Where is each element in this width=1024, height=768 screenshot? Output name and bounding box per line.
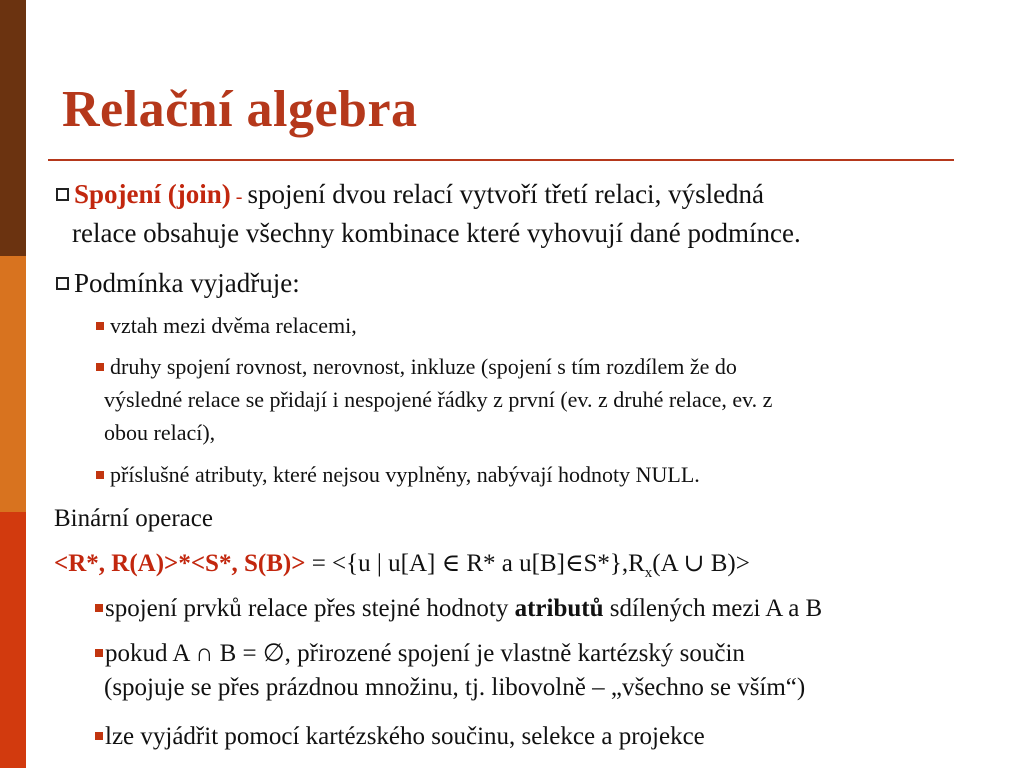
formula-tail: (A ∪ B)>: [652, 550, 750, 577]
filled-square-bullet-icon: [96, 322, 104, 330]
sub-bullet-cartesian: [104, 720, 1019, 754]
natural-line1: pokud A ∩ B = ∅, přirozené spojení je vlastně kartézský součin: [105, 640, 745, 667]
sub-bullet-join-types: [104, 350, 984, 449]
sub-bullet-text: vztah mezi dvěma relacemi,: [110, 313, 357, 338]
sub-bullet-line2: výsledné relace se přidají i nespojené řádky z první (ev. z druhé relace, ev. z: [104, 387, 773, 412]
attr-pre: spojení prvků relace přes stejné hodnoty: [105, 595, 515, 622]
formula-definition: = <{u | u[A] ∈ R* a u[B]∈S*},R: [305, 550, 645, 577]
sub-bullet-line1: druhy spojení rovnost, nerovnost, inkluze (spojení s tím rozdílem že do: [110, 354, 737, 379]
hollow-square-bullet-icon: [56, 277, 69, 290]
natural-line2: (spojuje se přes prázdnou množinu, tj. libovolně – „všechno se vším“): [104, 674, 806, 701]
sub-bullet-null: [104, 458, 984, 491]
binary-operation-line: Binární operace: [54, 505, 213, 532]
bullet-join: [74, 176, 1014, 251]
hollow-square-bullet-icon: [56, 188, 69, 201]
cartesian-text: lze vyjádřit pomocí kartézského součinu, selekce a projekce: [105, 723, 705, 750]
filled-square-bullet-icon: [95, 604, 103, 612]
join-formula: [54, 547, 1004, 590]
attr-bold: atributů: [514, 595, 604, 622]
join-text-line1: spojení dvou relací vytvoří třetí relaci, výsledná: [247, 179, 765, 209]
join-term: Spojení (join): [74, 179, 231, 209]
left-band-mid: [0, 256, 26, 512]
filled-square-bullet-icon: [96, 471, 104, 479]
filled-square-bullet-icon: [95, 732, 103, 740]
sub-bullet-line3: obou relací),: [104, 420, 216, 445]
title-rule: [48, 159, 954, 161]
bullet-condition: [74, 265, 1014, 301]
filled-square-bullet-icon: [96, 363, 104, 371]
left-band-light: [0, 512, 26, 768]
attr-post: sdílených mezi A a B: [603, 595, 823, 622]
slide-title: Relační algebra: [62, 81, 418, 138]
condition-text: Podmínka vyjadřuje:: [74, 268, 300, 298]
sub-bullet-text: příslušné atributy, které nejsou vyplněny, nabývají hodnoty NULL.: [110, 462, 700, 487]
join-text-line2: relace obsahuje všechny kombinace které vyhovují dané podmínce.: [72, 218, 801, 248]
sub-bullet-attributes: [104, 592, 1019, 626]
formula-lhs: <R*, R(A)>: [54, 550, 179, 577]
sub-bullet-relation: [104, 309, 984, 342]
formula-join-symbol: *: [178, 550, 191, 577]
left-band-dark: [0, 0, 26, 256]
join-dash: -: [230, 186, 248, 208]
formula-rhs: <S*, S(B)>: [190, 550, 306, 577]
formula-subscript: x: [644, 565, 653, 581]
filled-square-bullet-icon: [95, 649, 103, 657]
sub-bullet-natural-join: [104, 637, 1019, 705]
